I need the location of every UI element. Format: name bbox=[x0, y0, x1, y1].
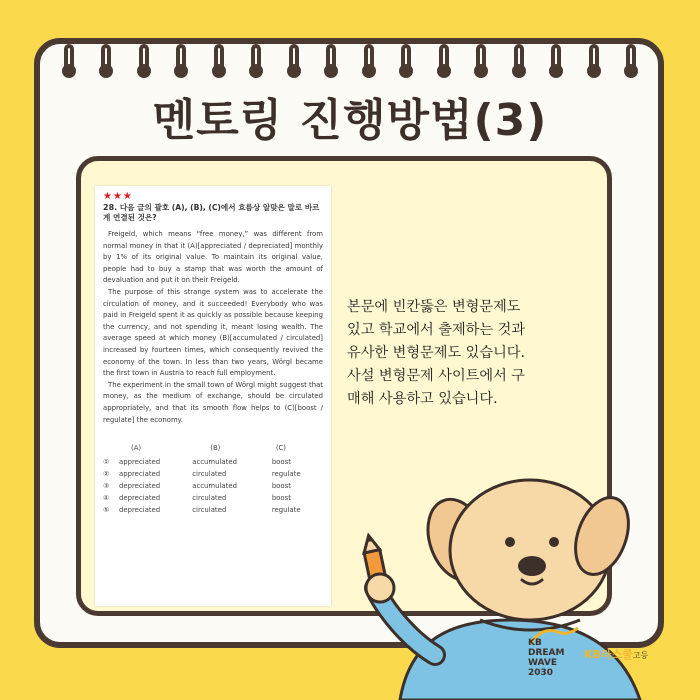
option-b: circulated bbox=[192, 494, 227, 503]
question-document bbox=[95, 186, 331, 606]
page-title: 멘토링 진행방법(3) bbox=[152, 95, 548, 146]
description-line: 사설 변형문제 사이트에서 구 bbox=[347, 368, 525, 384]
answer-options bbox=[103, 440, 323, 516]
option-b: circulated bbox=[192, 506, 227, 515]
binder-ring bbox=[437, 44, 451, 80]
binder-ring bbox=[212, 44, 226, 80]
description-line: 본문에 빈칸뚫은 변형문제도 bbox=[347, 299, 521, 315]
difficulty-stars: ★★★ bbox=[103, 191, 133, 202]
question-text: 다음 글의 괄호 (A), (B), (C)에서 흐름상 알맞은 말로 바르게 연결된 것은? bbox=[103, 203, 320, 222]
question-number: 28. bbox=[103, 203, 118, 212]
brand-suffix: 고등 bbox=[632, 651, 649, 660]
binder-ring bbox=[287, 44, 301, 80]
option-row bbox=[103, 480, 323, 492]
binder-ring bbox=[99, 44, 113, 80]
brand-name bbox=[584, 646, 648, 662]
description-text bbox=[347, 296, 587, 411]
option-header: (C) bbox=[275, 444, 287, 453]
brand-logo bbox=[528, 632, 648, 696]
option-c: regulate bbox=[271, 470, 301, 479]
option-row bbox=[103, 492, 323, 504]
option-b: circulated bbox=[192, 470, 227, 479]
option-c: boost bbox=[271, 494, 291, 503]
passage bbox=[103, 229, 323, 426]
passage-paragraph: The purpose of this strange system was to accelerate the circulation of money, and it succeeded! Everybody who was paid in Freigeld spent it as quickly as possible because keeping the currency, and not spending it, meant losing wealth. The average speed at which money (B)[accumulated / circulated] increased by fourteen times, which consequently revived the economy of the town. In less than two years, Wörgl became the first town in Austria to reach full employment. bbox=[103, 287, 323, 378]
option-number: ② bbox=[103, 470, 110, 479]
option-number: ⑤ bbox=[103, 506, 110, 515]
option-c: boost bbox=[271, 482, 291, 491]
description-line: 유사한 변형문제도 있습니다. bbox=[347, 345, 525, 361]
option-row bbox=[103, 468, 323, 480]
description-line: 있고 학교에서 출제하는 것과 bbox=[347, 322, 525, 338]
options-header-row bbox=[103, 440, 323, 456]
option-header: (A) bbox=[131, 444, 142, 453]
binder-ring bbox=[549, 44, 563, 80]
binder-ring bbox=[399, 44, 413, 80]
option-row bbox=[103, 504, 323, 516]
option-row bbox=[103, 456, 323, 468]
binder-rings bbox=[62, 44, 638, 84]
option-a: depreciated bbox=[119, 506, 161, 515]
option-b: accumulated bbox=[192, 458, 237, 467]
binder-ring bbox=[174, 44, 188, 80]
option-number: ④ bbox=[103, 494, 110, 503]
binder-ring bbox=[587, 44, 601, 80]
binder-ring bbox=[249, 44, 263, 80]
option-a: appreciated bbox=[119, 470, 161, 479]
option-number: ③ bbox=[103, 482, 110, 491]
option-a: appreciated bbox=[119, 458, 161, 467]
option-number: ① bbox=[103, 458, 110, 467]
binder-ring bbox=[474, 44, 488, 80]
option-c: boost bbox=[271, 458, 291, 467]
binder-ring bbox=[137, 44, 151, 80]
option-a: depreciated bbox=[119, 482, 161, 491]
option-c: regulate bbox=[271, 506, 301, 515]
binder-ring bbox=[624, 44, 638, 80]
passage-paragraph: The experiment in the small town of Wörgl might suggest that money, as the medium of exchange, should be circulated appropriately, and that its smooth flow helps to (C)[boost / regulate] the economy. bbox=[103, 380, 323, 424]
binder-ring bbox=[324, 44, 338, 80]
binder-ring bbox=[512, 44, 526, 80]
kb-dreamwave-text: KB DREAM WAVE 2030 bbox=[528, 638, 565, 678]
question-heading bbox=[103, 203, 323, 223]
passage-paragraph: Freigeld, which means “free money,” was different from normal money in that it (A)[appreciated / depreciated] monthly by 1% of its original value. To maintain its original value, people had to buy a stamp that was worth the amount of devaluation and put it on their Freigeld. bbox=[103, 230, 323, 285]
binder-ring bbox=[62, 44, 76, 80]
option-header: (B) bbox=[210, 444, 221, 453]
option-b: accumulated bbox=[192, 482, 237, 491]
description-line: 매해 사용하고 있습니다. bbox=[347, 391, 498, 407]
brand-main: KB라스쿨 bbox=[584, 648, 633, 661]
binder-ring bbox=[362, 44, 376, 80]
option-a: depreciated bbox=[119, 494, 161, 503]
